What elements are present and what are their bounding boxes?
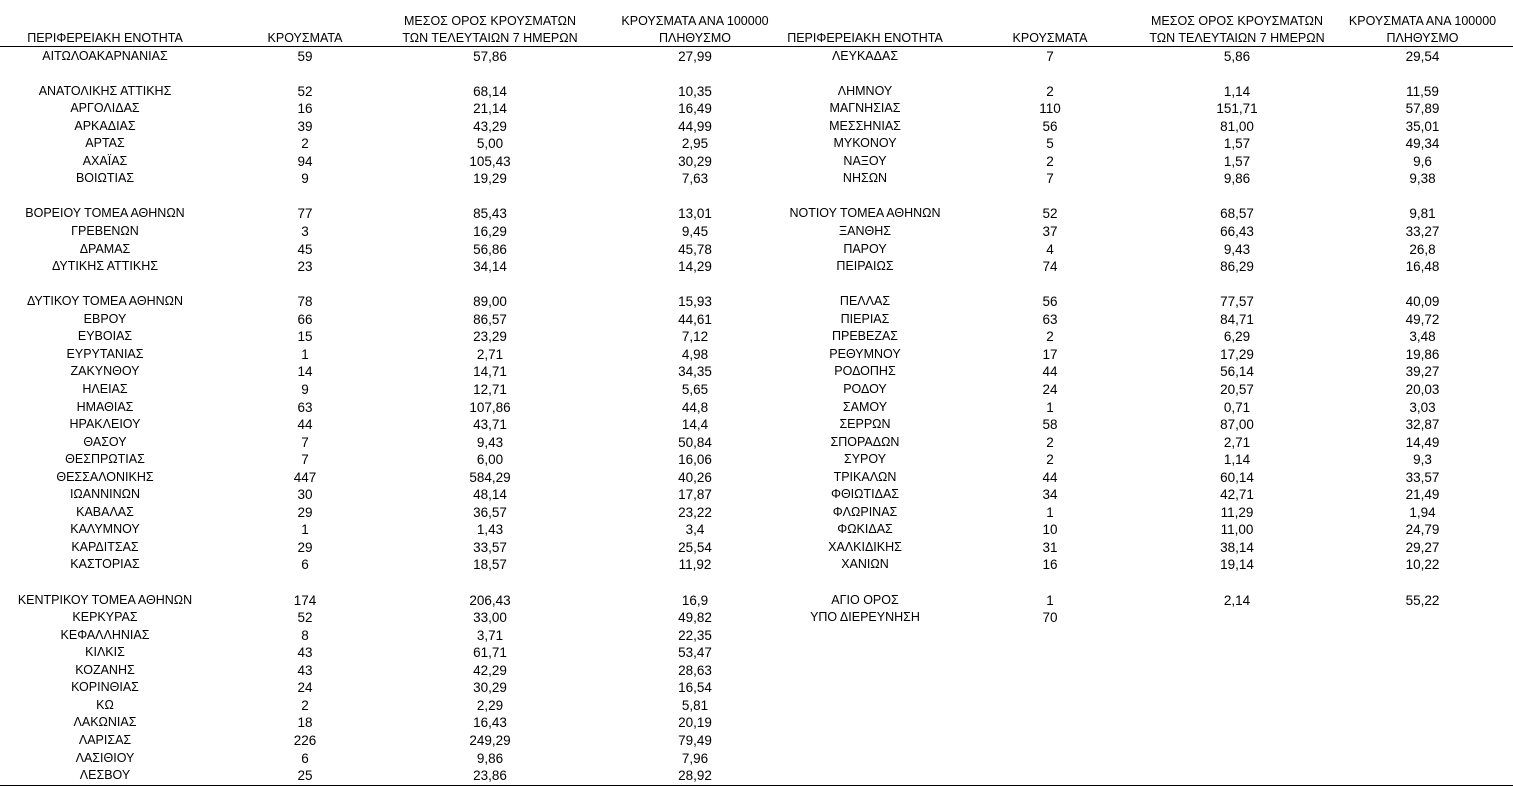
region-name: ΦΛΩΡΙΝΑΣ [832,504,898,519]
avg7-value: 12,71 [473,381,507,397]
per100k-value: 17,87 [678,487,712,503]
per100k-value: 55,22 [1405,592,1440,608]
cases-value: 78 [297,294,313,310]
avg7-value: 16,29 [473,224,507,239]
cases-value: 25 [297,768,313,784]
per100k-value: 28,63 [678,662,712,678]
region-name: ΥΠΟ ΔΙΕΡΕΥΝΗΣΗ [810,610,920,625]
region-name: ΓΡΕΒΕΝΩΝ [71,224,139,238]
per100k-value: 22,35 [678,627,712,643]
cases-value: 29 [297,539,313,555]
cases-value: 1 [301,346,309,362]
avg7-value: 56,14 [1220,364,1254,380]
per100k-value: 3,4 [685,522,705,538]
per100k-value: 10,22 [1405,557,1440,573]
cases-value: 39 [297,118,313,134]
avg7-value: 20,57 [1220,381,1254,397]
cases-value: 7 [1046,48,1054,64]
per100k-value: 79,49 [678,732,712,748]
per100k-value: 4,98 [681,346,709,362]
avg7-value: 206,43 [469,592,511,608]
per100k-value: 27,99 [678,48,712,64]
region-name: ΠΕΛΛΑΣ [839,294,891,309]
region-name: ΘΕΣΣΑΛΟΝΙΚΗΣ [56,469,154,484]
avg7-value: 23,29 [473,329,507,345]
region-name: ΑΡΚΑΔΙΑΣ [74,118,136,133]
cases-value: 70 [1042,610,1058,626]
avg7-value [1122,609,1352,627]
avg7-value: 86,57 [473,311,507,327]
per100k-value: 40,26 [678,469,712,485]
cases-value: 77 [297,206,313,222]
region-name: ΒΟΙΩΤΙΑΣ [75,171,135,186]
per100k-value: 3,48 [1409,329,1436,345]
region-name: ΛΑΣΙΘΙΟΥ [75,750,135,765]
cases-value: 2 [1046,329,1054,345]
per100k-value: 50,84 [678,434,712,450]
cases-value: 6 [301,750,309,766]
avg7-value: 77,57 [1220,294,1254,310]
cases-value: 9 [301,381,309,397]
avg7-value: 30,29 [473,680,507,696]
avg7-value: 5,00 [476,136,504,152]
header-per100k-right-line2: ΠΛΗΘΥΣΜΟ [1386,31,1459,45]
per100k-value: 26,8 [1409,241,1436,257]
per100k-value: 15,93 [678,294,712,310]
region-name: ΜΕΣΣΗΝΙΑΣ [829,118,901,133]
avg7-value: 105,43 [469,153,511,169]
per100k-value: 49,82 [678,610,712,626]
cases-value: 56 [1042,294,1058,310]
region-name: ΚΑΛΥΜΝΟΥ [70,522,140,537]
avg7-value: 1,43 [476,522,504,538]
region-name: ΕΥΡΥΤΑΝΙΑΣ [66,346,144,361]
header-region-right: ΠΕΡΙΦΕΡΕΙΑΚΗ ΕΝΟΤΗΤΑ [787,31,943,45]
avg7-value: 17,29 [1220,346,1254,362]
avg7-value: 1,14 [1223,83,1251,99]
region-name: ΚΑΣΤΟΡΙΑΣ [70,557,140,572]
per100k-value: 21,49 [1405,487,1440,503]
per100k-value: 14,49 [1405,434,1440,450]
region-name: ΝΟΤΙΟΥ ΤΟΜΕΑ ΑΘΗΝΩΝ [789,206,941,221]
per100k-value: 9,38 [1409,171,1436,187]
per100k-value: 16,06 [678,452,712,468]
per100k-value: 44,61 [678,311,712,327]
region-name: ΗΡΑΚΛΕΙΟΥ [69,417,141,432]
cases-value: 1 [301,522,309,538]
avg7-value: 85,43 [473,206,507,222]
region-name: ΛΗΜΝΟΥ [837,83,893,98]
cases-value: 110 [1039,101,1061,117]
region-name: ΗΜΑΘΙΑΣ [76,399,134,414]
per100k-value: 11,59 [1406,83,1439,99]
cases-value: 7 [301,452,309,468]
avg7-value: 21,14 [473,101,507,117]
avg7-value: 1,57 [1223,153,1251,169]
region-name: ΒΟΡΕΙΟΥ ΤΟΜΕΑ ΑΘΗΝΩΝ [25,206,185,221]
avg7-value: 3,71 [476,627,504,643]
region-name: ΚΑΒΑΛΑΣ [76,504,134,519]
region-name: ΚΕΝΤΡΙΚΟΥ ΤΟΜΕΑ ΑΘΗΝΩΝ [17,592,193,607]
cases-value: 34 [1042,487,1058,503]
region-name: ΚΕΡΚΥΡΑΣ [72,610,138,625]
region-name: ΣΥΡΟΥ [843,452,887,467]
cases-value: 24 [1042,381,1058,397]
cases-value: 59 [297,48,313,64]
avg7-value: 56,86 [473,241,507,257]
header-cases-left: ΚΡΟΥΣΜΑΤΑ [267,31,343,45]
avg7-value: 2,71 [1223,434,1251,450]
per100k-value: 49,72 [1405,311,1440,327]
region-name: ΣΠΟΡΑΔΩΝ [830,434,900,449]
cases-value: 1 [1046,504,1054,520]
region-name: ΧΑΛΚΙΔΙΚΗΣ [828,539,902,554]
cases-value: 8 [301,627,309,643]
avg7-value: 33,57 [473,539,507,555]
per100k-value: 32,87 [1405,417,1440,433]
per100k-value: 24,79 [1405,522,1440,538]
avg7-value: 19,29 [473,171,507,187]
header-per100k-left-line2: ΠΛΗΘΥΣΜΟ [659,31,731,45]
cases-value: 7 [1046,171,1054,187]
cases-value: 15 [297,329,313,345]
avg7-value: 2,14 [1223,592,1251,608]
region-name: ΡΟΔΟΠΗΣ [834,364,896,379]
avg7-value: 249,29 [469,732,511,748]
region-name: ΑΓΙΟ ΟΡΟΣ [831,592,899,607]
region-name: ΕΥΒΟΙΑΣ [77,329,133,344]
per100k-value: 14,29 [678,259,712,275]
region-name: ΛΑΡΙΣΑΣ [78,732,132,747]
per100k-value: 53,47 [678,645,712,661]
per100k-value: 3,03 [1409,399,1436,415]
avg7-value: 38,14 [1220,539,1254,555]
header-per100k-left-line1: ΚΡΟΥΣΜΑΤΑ ΑΝΑ 100000 [621,14,769,28]
per100k-value: 13,01 [678,206,712,222]
cases-value: 1 [1046,592,1054,608]
avg7-value: 68,14 [473,83,507,99]
avg7-value: 1,57 [1223,136,1251,152]
cases-value: 447 [293,469,317,485]
cases-value: 6 [301,557,309,573]
cases-value: 52 [1042,206,1058,222]
region-name: ΚΙΛΚΙΣ [85,645,125,660]
avg7-value: 84,71 [1220,311,1254,327]
header-avg7-left-line1: ΜΕΣΟΣ ΟΡΟΣ ΚΡΟΥΣΜΑΤΩΝ [403,14,577,28]
per100k-value: 33,57 [1405,469,1440,485]
per100k-value: 9,81 [1409,206,1436,222]
avg7-value: 9,43 [476,434,504,450]
region-name: ΑΧΑΪΑΣ [82,153,128,168]
avg7-value: 6,29 [1223,329,1251,345]
per100k-value: 44,99 [678,118,712,134]
region-name: ΚΟΡΙΝΘΙΑΣ [71,680,139,695]
cases-value: 174 [293,592,317,608]
per100k-value: 19,86 [1405,346,1440,362]
avg7-value: 48,14 [473,487,507,503]
region-name: ΗΛΕΙΑΣ [82,381,128,396]
region-name: ΑΝΑΤΟΛΙΚΗΣ ΑΤΤΙΚΗΣ [38,83,172,98]
avg7-value: 19,14 [1220,557,1254,573]
avg7-value: 16,43 [473,715,507,731]
per100k-value: 10,35 [678,83,712,99]
per100k-value: 25,54 [678,539,712,555]
region-name: ΜΑΓΝΗΣΙΑΣ [829,101,901,116]
region-name: ΚΑΡΔΙΤΣΑΣ [71,539,139,554]
avg7-value: 2,71 [476,346,504,362]
cases-value: 3 [301,224,309,239]
cases-value: 58 [1042,417,1058,433]
region-name: ΘΑΣΟΥ [83,434,127,449]
per100k-value: 40,09 [1405,294,1440,310]
header-avg7-right-line2: ΤΩΝ ΤΕΛΕΥΤΑΙΩΝ 7 ΗΜΕΡΩΝ [1149,31,1325,45]
avg7-value: 107,86 [469,399,511,415]
region-name: ΚΟΖΑΝΗΣ [75,662,135,677]
cases-value: 63 [297,399,313,415]
per100k-value: 20,03 [1405,381,1440,397]
region-name: ΞΑΝΘΗΣ [839,224,891,238]
region-name: ΠΙΕΡΙΑΣ [840,311,890,326]
avg7-value: 81,00 [1220,118,1254,134]
per100k-value: 16,48 [1405,259,1440,275]
region-name: ΣΑΜΟΥ [842,399,888,414]
region-name: ΔΥΤΙΚΗΣ ΑΤΤΙΚΗΣ [52,259,158,274]
region-name: ΠΕΙΡΑΙΩΣ [836,259,894,274]
cases-value: 29 [297,504,313,520]
header-per100k-right-line1: ΚΡΟΥΣΜΑΤΑ ΑΝΑ 100000 [1348,14,1497,28]
cases-value: 7 [301,434,309,450]
per100k-value: 28,92 [678,768,712,784]
avg7-value: 14,71 [473,364,507,380]
cases-value: 17 [1042,346,1058,362]
header-avg7-left-line2: ΤΩΝ ΤΕΛΕΥΤΑΙΩΝ 7 ΗΜΕΡΩΝ [402,31,578,45]
per100k-value: 9,45 [681,224,709,239]
cases-value: 52 [297,610,313,626]
region-name: ΕΒΡΟΥ [83,311,127,326]
per100k-value: 16,54 [678,680,712,696]
avg7-value: 9,43 [1223,241,1251,257]
header-region-left: ΠΕΡΙΦΕΡΕΙΑΚΗ ΕΝΟΤΗΤΑ [27,31,183,45]
avg7-value: 33,00 [473,610,507,626]
cases-value: 43 [297,662,313,678]
per100k-value: 29,27 [1405,539,1440,555]
cases-value: 94 [297,153,313,169]
region-name: ΠΑΡΟΥ [843,241,887,256]
avg7-value: 6,00 [476,452,504,468]
cases-value: 1 [1046,399,1054,415]
avg7-value: 87,00 [1220,417,1254,433]
per100k-value: 9,6 [1413,153,1432,169]
avg7-value: 11,29 [1220,504,1254,520]
cases-value: 31 [1042,539,1058,555]
per100k-value: 5,81 [681,697,709,713]
avg7-value: 66,43 [1220,224,1254,239]
cases-value: 44 [1042,364,1058,380]
cases-value: 2 [1046,452,1054,468]
cases-value: 16 [297,101,313,117]
header-avg7-right-line1: ΜΕΣΟΣ ΟΡΟΣ ΚΡΟΥΣΜΑΤΩΝ [1150,14,1324,28]
region-name: ΝΑΞΟΥ [843,153,887,168]
avg7-value: 9,86 [1223,171,1251,187]
region-name: ΑΙΤΩΛΟΑΚΑΡΝΑΝΙΑΣ [42,48,168,63]
per100k-value: 34,35 [678,364,712,380]
per100k-value: 30,29 [678,153,712,169]
region-name: ΠΡΕΒΕΖΑΣ [831,329,899,344]
cases-value: 44 [297,417,313,433]
region-name: ΣΕΡΡΩΝ [839,417,891,432]
avg7-value: 42,71 [1220,487,1254,503]
per100k-value: 49,34 [1405,136,1440,152]
cases-value: 2 [301,697,309,713]
avg7-value: 61,71 [473,645,507,661]
per100k-value: 29,54 [1405,48,1440,64]
cases-value: 63 [1042,311,1058,327]
table-bottom-rule [0,785,1513,786]
per100k-value: 20,19 [678,715,712,731]
region-name: ΘΕΣΠΡΩΤΙΑΣ [65,452,145,467]
cases-value: 56 [1042,118,1058,134]
avg7-value: 23,86 [473,768,507,784]
cases-value: 9 [301,171,309,187]
cases-value: 4 [1046,241,1054,257]
avg7-value: 5,86 [1223,48,1251,64]
region-name: ΙΩΑΝΝΙΝΩΝ [69,487,141,502]
region-name: ΚΩ [96,697,114,712]
cases-value: 66 [297,311,313,327]
avg7-value: 151,71 [1216,101,1258,117]
per100k-value: 23,22 [678,504,712,520]
avg7-value: 86,29 [1220,259,1254,275]
region-name: ΦΩΚΙΔΑΣ [837,522,893,537]
per100k-value: 33,27 [1405,224,1440,239]
cases-value: 18 [297,715,313,731]
cases-value: 24 [297,680,313,696]
cases-value: 74 [1042,259,1058,275]
avg7-value: 89,00 [473,294,507,310]
region-name: ΤΡΙΚΑΛΩΝ [833,469,897,484]
per100k-value: 1,94 [1409,504,1436,520]
avg7-value: 9,86 [476,750,504,766]
cases-value: 2 [1046,434,1054,450]
per100k-value: 5,65 [681,381,709,397]
avg7-value: 57,86 [473,48,507,64]
avg7-value: 18,57 [473,557,507,573]
per100k-value: 16,9 [681,592,709,608]
avg7-value: 42,29 [473,662,507,678]
avg7-value: 0,71 [1223,399,1251,415]
region-name: ΖΑΚΥΝΘΟΥ [70,364,140,379]
per100k-value: 57,89 [1405,101,1440,117]
cases-value: 2 [301,136,309,152]
cases-value: 23 [297,259,313,275]
per100k-value: 14,4 [681,417,709,433]
avg7-value: 68,57 [1220,206,1254,222]
region-name: ΡΟΔΟΥ [843,381,887,396]
per100k-value: 2,95 [681,136,709,152]
region-name: ΑΡΓΟΛΙΔΑΣ [70,101,140,116]
cases-value: 45 [297,241,313,257]
avg7-value: 36,57 [473,504,507,520]
region-name: ΔΥΤΙΚΟΥ ΤΟΜΕΑ ΑΘΗΝΩΝ [26,294,184,309]
avg7-value: 2,29 [476,697,504,713]
region-name: ΡΕΘΥΜΝΟΥ [829,346,901,361]
per100k-value: 45,78 [678,241,712,257]
region-name: ΛΑΚΩΝΙΑΣ [73,715,137,730]
per100k-value: 44,8 [681,399,709,415]
per100k-value: 11,92 [678,557,712,573]
cases-value: 52 [297,83,313,99]
avg7-value: 1,14 [1223,452,1251,468]
region-name: ΑΡΤΑΣ [85,136,125,151]
region-name: ΛΕΥΚΑΔΑΣ [831,48,899,63]
cases-value: 5 [1046,136,1054,152]
region-name: ΦΘΙΩΤΙΔΑΣ [830,487,900,502]
per100k-value: 35,01 [1405,118,1440,134]
per100k-value: 39,27 [1405,364,1440,380]
avg7-value: 11,00 [1220,522,1254,538]
avg7-value: 584,29 [469,469,511,485]
cases-value: 43 [297,645,313,661]
region-name: ΜΥΚΟΝΟΥ [833,136,897,151]
cases-value: 2 [1046,153,1054,169]
region-name: ΔΡΑΜΑΣ [79,241,131,256]
region-name: ΝΗΣΩΝ [842,171,888,186]
cases-value: 44 [1042,469,1058,485]
cases-value: 30 [297,487,313,503]
avg7-value: 60,14 [1220,469,1254,485]
region-name: ΚΕΦΑΛΛΗΝΙΑΣ [60,627,150,642]
per100k-value: 7,12 [681,329,709,345]
cases-value: 2 [1046,83,1054,99]
avg7-value: 34,14 [473,259,507,275]
cases-value: 37 [1042,224,1058,239]
per100k-value: 9,3 [1413,452,1432,468]
per100k-value: 7,96 [681,750,709,766]
region-name: ΧΑΝΙΩΝ [841,557,889,572]
per100k-value [1330,609,1513,627]
per100k-value: 7,63 [681,171,709,187]
avg7-value: 43,29 [473,118,507,134]
per100k-value: 16,49 [678,101,712,117]
cases-value: 10 [1042,522,1058,538]
cases-value: 226 [293,732,317,748]
avg7-value: 43,71 [473,417,507,433]
region-name: ΛΕΣΒΟΥ [79,768,131,783]
header-cases-right: ΚΡΟΥΣΜΑΤΑ [1012,31,1088,45]
cases-value: 16 [1042,557,1058,573]
cases-value: 14 [297,364,313,380]
